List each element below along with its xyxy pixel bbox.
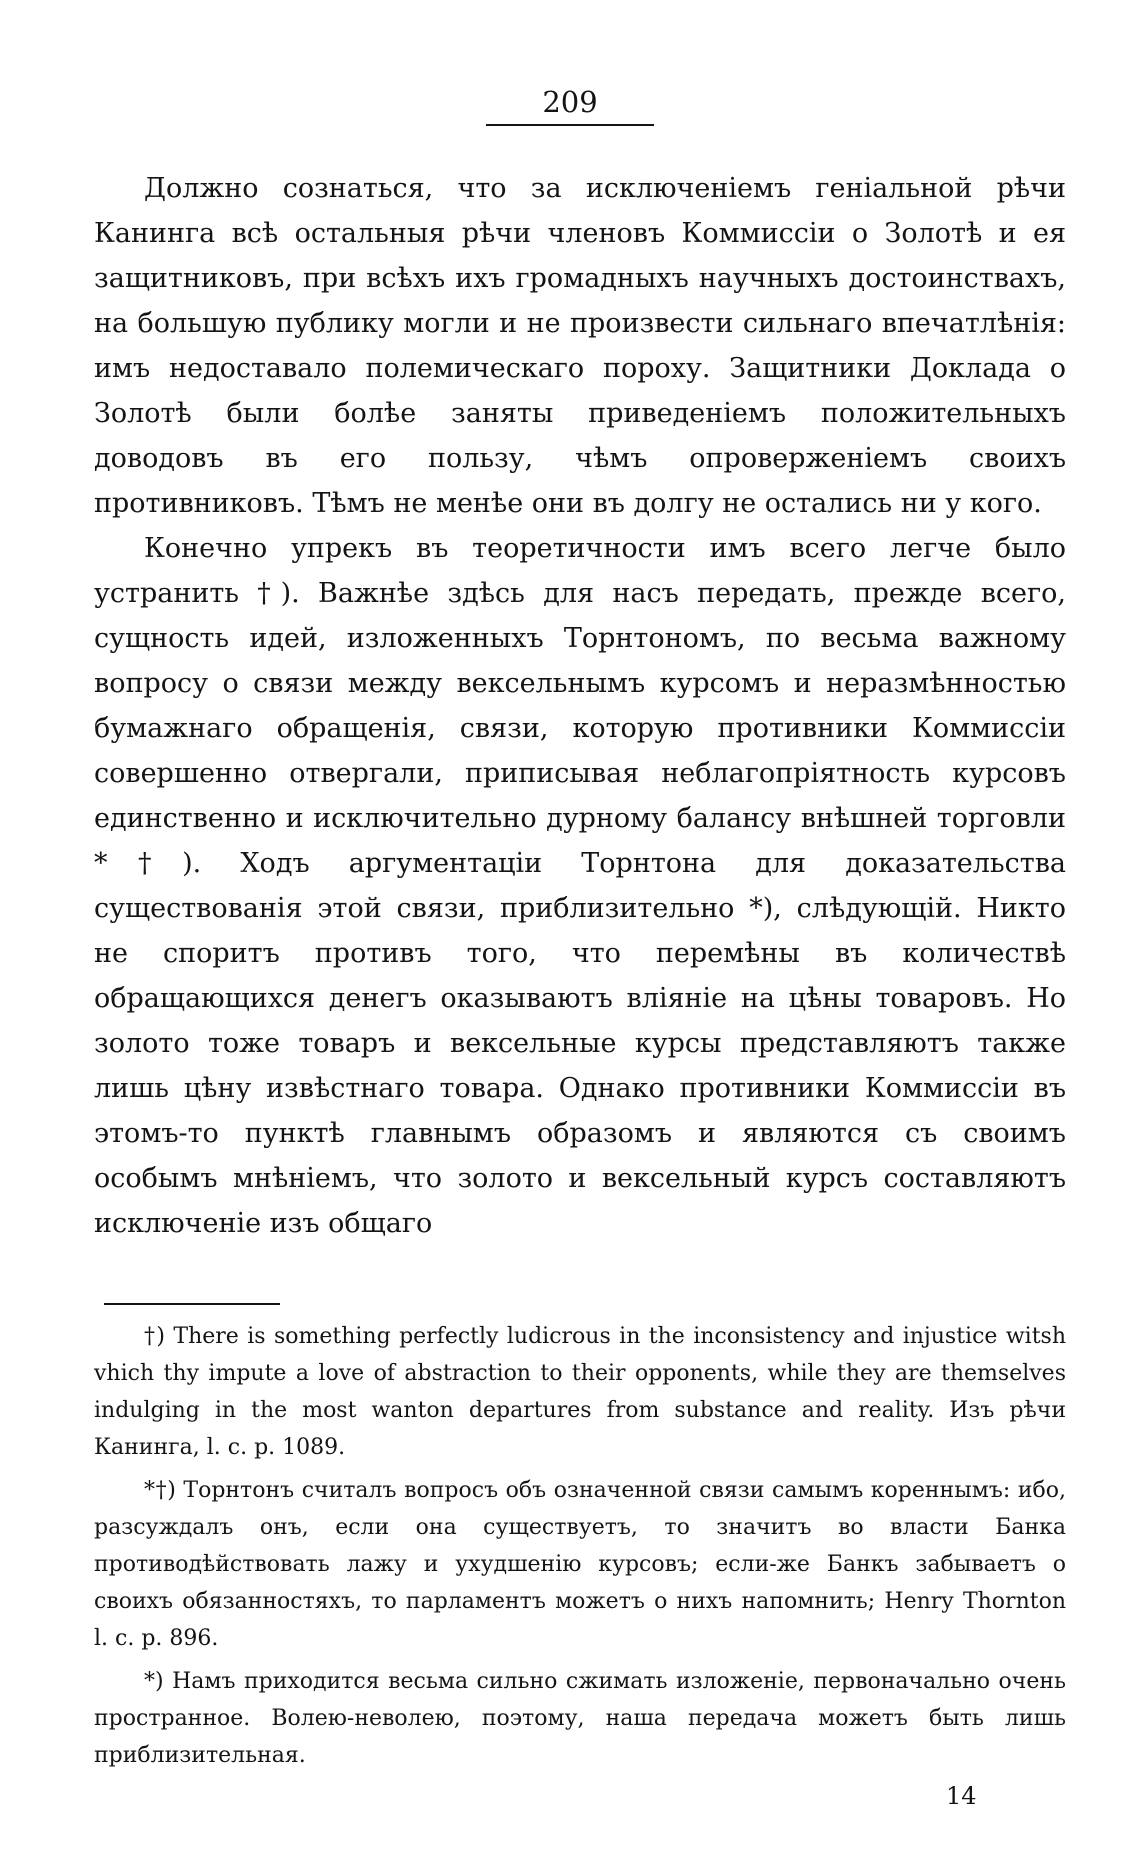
footnotes xyxy=(94,1318,1066,1780)
paragraph-2: Конечно упрекъ въ теоретичности имъ всего легче было устранить †). Важнѣе здѣсь для насъ передать, прежде всего, сущность идей, изложенныхъ Торнтономъ, по весьма важному вопросу о связи между вексельнымъ курсомъ и неразмѣнностью бумажнаго обращенія, связи, которую противники Коммиссіи совершенно отвергали, приписывая неблагопріятность курсовъ единственно и исключительно дурному балансу внѣшней торговли *†). Ходъ аргументаціи Торнтона для доказательства существованія этой связи, приблизительно *), слѣдующій. Никто не споритъ противъ того, что перемѣны въ количествѣ обращающихся денегъ оказываютъ вліяніе на цѣны товаровъ. Но золото тоже товаръ и вексельные курсы представляютъ также лишь цѣну извѣстнаго товара. Однако противники Коммиссіи въ этомъ-то пунктѣ главнымъ образомъ и являются съ своимъ особымъ мнѣніемъ, что золото и вексельный курсъ составляютъ исключеніе изъ общаго xyxy=(94,533,1066,1239)
page-number: 209 xyxy=(486,84,654,126)
main-text xyxy=(94,166,1066,1246)
signature-mark: 14 xyxy=(946,1782,977,1810)
footnote-star-dagger: *†) Торнтонъ считалъ вопросъ объ означенной связи самымъ кореннымъ: ибо, разсуждалъ онъ, если она существуетъ, то значитъ во власти Банка противодѣйствовать лажу и ухудшенію курсовъ; если-же Банкъ забываетъ о своихъ обязанностяхъ, то парламентъ можетъ о нихъ напомнить; Henry Thornton l. c. p. 896. xyxy=(94,1478,1066,1651)
footnote-star: *) Намъ приходится весьма сильно сжимать изложеніе, первоначально очень пространное. Волею-неволею, поэтому, наша передача можетъ быть лишь приблизительная. xyxy=(94,1669,1066,1768)
paragraph-1: Должно сознаться, что за исключеніемъ геніальной рѣчи Канинга всѣ остальныя рѣчи членовъ Коммиссіи о Золотѣ и ея защитниковъ, при всѣхъ ихъ громадныхъ научныхъ достоинствахъ, на большую публику могли и не произвести сильнаго впечатлѣнія: имъ недоставало полемическаго пороху. Защитники Доклада о Золотѣ были болѣе заняты приведеніемъ положительныхъ доводовъ въ его пользу, чѣмъ опроверженіемъ своихъ противниковъ. Тѣмъ не менѣе они въ долгу не остались ни у кого. xyxy=(94,173,1066,519)
footnote-divider xyxy=(104,1303,280,1305)
footnote-dagger: †) There is something perfectly ludicrous in the inconsistency and injustice witsh vhich thy impute a love of abstraction to their opponents, while they are themselves indulging in the most wanton departures from substance and reality. Изъ рѣчи Канинга, l. c. p. 1089. xyxy=(94,1324,1066,1460)
